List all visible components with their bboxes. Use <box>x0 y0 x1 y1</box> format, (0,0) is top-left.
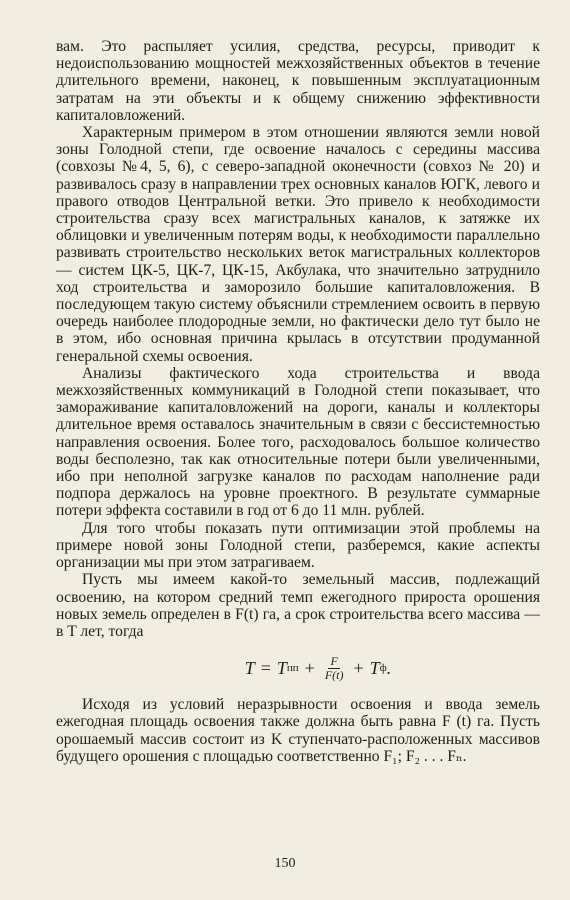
paragraph: Характерным примером в этом отношении являются земли новой зоны Голодной степи, где освоение началось с середины массива (совхозы №4, 5, 6), с северо-западной оконечности (совхоз № 20) и развивалось сразу в направлении трех основных каналов ЮГК, левого и правого отводов Центральной ветки. Это привело к необходимости строительства сразу всех магистральных каналов, к затяжке их облицовки и увеличенным потерям воды, к необходимости параллельно развивать строительство нескольких веток магистральных коллекторов— систем ЦК-5, ЦК-7, ЦК-15, Акбулака, что значительно затруднило ход строительства и заморозило большие капиталовложения. В последующем такую систему объяснили стремлением освоить в первую очередь наиболее плодородные земли, но фактически дело тут было не в этом, ибо основная причина крылась в отсутствии продуманной генеральной схемы освоения. <box>56 124 540 365</box>
formula-term1-sub: пп <box>286 662 299 675</box>
formula-plus: + <box>304 657 315 678</box>
formula-term1: T <box>276 657 287 678</box>
formula-plus: + <box>353 657 364 678</box>
formula-end: . <box>386 657 392 678</box>
paragraph: Для того чтобы показать пути оптимизации этой проблемы на примере новой зоны Голодной степи, разберемся, какие аспекты организации мы при этом затрагиваем. <box>56 519 540 572</box>
paragraph: Исходя из условий неразрывности освоения и ввода земель ежегодная площадь освоения также должна быть равна F (t) га. Пусть орошаемый массив состоит из K ступенчато-расположенных массивов будущего орошения с площадью соответственно F₁; F₂ . . . Fₙ. <box>56 696 540 765</box>
fraction-numerator: F <box>330 653 338 668</box>
paragraph: вам. Это распыляет усилия, средства, ресурсы, приводит к недоиспользованию мощностей межхозяйственных объектов в течение длительного времени, наконец, к повышенным эксплуатационным затратам на эти объекты и к общему снижению эффективности капиталовложений. <box>56 38 540 124</box>
formula-term3-sub: ф <box>379 662 387 675</box>
formula <box>96 644 540 692</box>
formula-lhs: T <box>244 657 255 678</box>
formula-equals: = <box>260 657 271 678</box>
formula-term3: T <box>369 657 380 678</box>
page-number: 150 <box>274 856 296 871</box>
paragraph: Пусть мы имеем какой-то земельный массив, подлежащий освоению, на котором средний темп ежегодного прироста орошения новых земель определен в F(t) га, а срок строительства всего массива — в T лет, тогда <box>56 571 540 640</box>
fraction-denominator: F(t) <box>324 667 344 682</box>
paragraph: Анализы фактического хода строительства и ввода межхозяйственных коммуникаций в Голодной степи показывает, что замораживание капиталовложений на дороги, каналы и коллекторы длительное время оставалось значительным в связи с бессистемностью направления освоения. Более того, расходовалось большое количество воды бесполезно, так как относительные потери были увеличенными, ибо при неполной загрузке каналов по расходам наполнение ради подпора держалось на уровне проектного. В результате суммарные потери эффекта составили в год от 6 до 11 млн. рублей. <box>56 364 540 520</box>
formula-fraction <box>325 655 344 682</box>
